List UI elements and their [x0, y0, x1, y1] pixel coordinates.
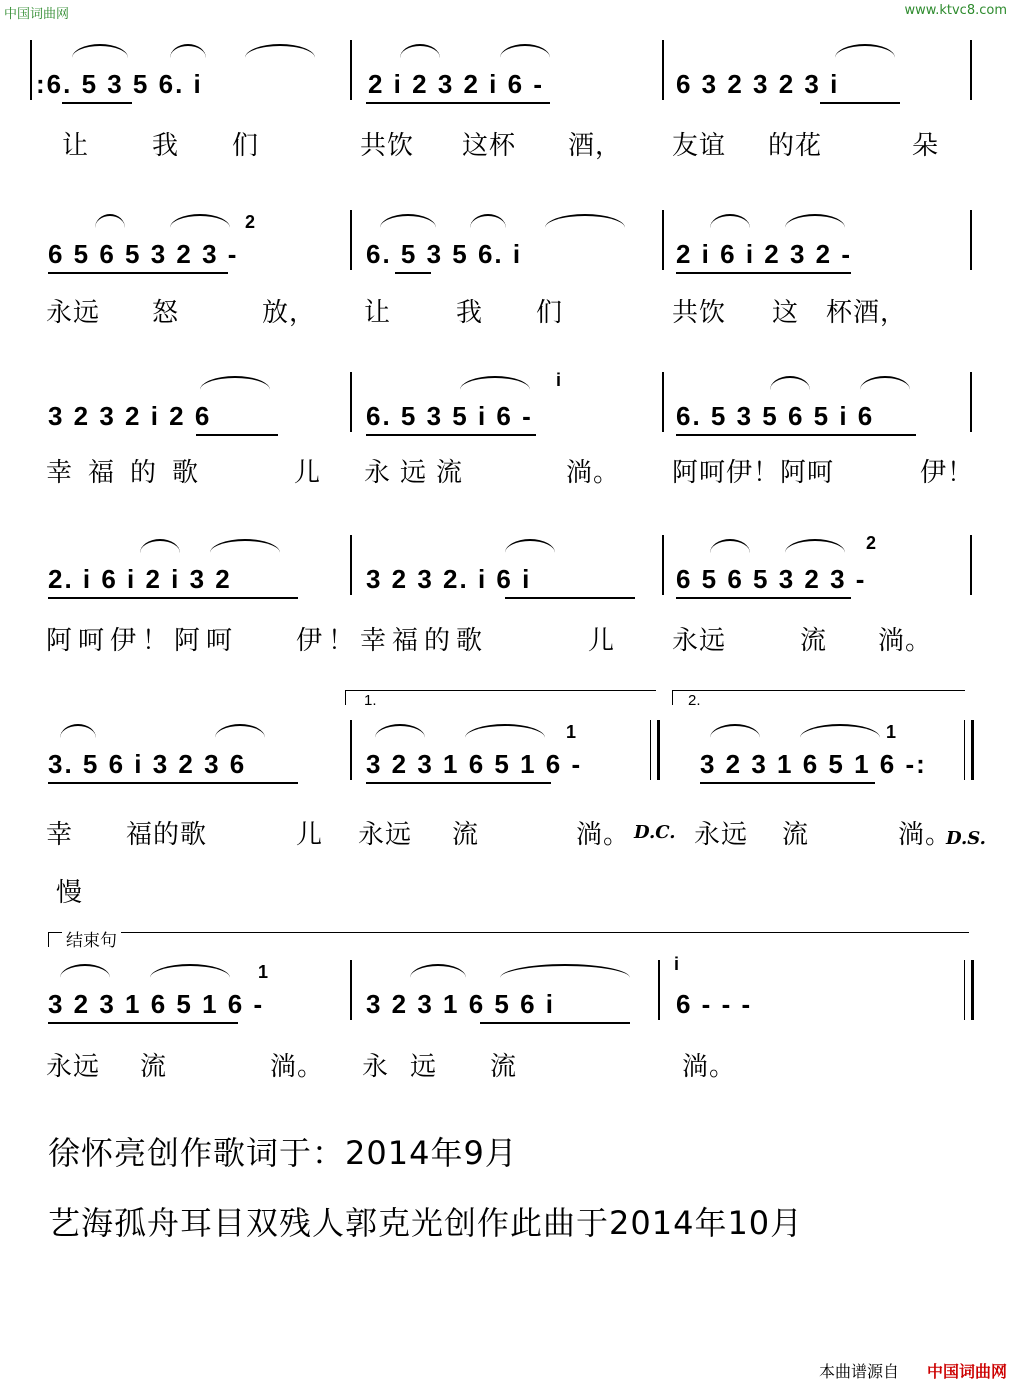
measure: 6 5 6 5 3 2 3 -: [676, 564, 867, 594]
lyric: 放，: [262, 298, 317, 328]
lyric: 淌。: [576, 820, 631, 850]
lyric: 这杯: [462, 131, 517, 161]
lyric: 儿: [296, 820, 324, 850]
dc-mark: D.C.: [634, 822, 676, 843]
lyric: 儿: [588, 626, 616, 656]
lyric: 流: [490, 1052, 518, 1082]
lyric: 淌。: [682, 1052, 737, 1082]
lyric: 们: [232, 131, 260, 161]
lyric: 我: [152, 131, 180, 161]
measure: 6 - - -: [676, 989, 753, 1019]
lyric: 永远: [672, 626, 727, 656]
grace-note: i: [556, 370, 562, 390]
measure: 3 2 3 2 i 2 6: [48, 401, 212, 431]
grace-note: 1: [566, 722, 577, 742]
lyric: 的花: [768, 131, 823, 161]
footer-site-link[interactable]: 中国词曲网: [926, 1362, 1007, 1381]
grace-note: 2: [245, 212, 256, 232]
measure: 3 2 3 1 6 5 1 6 -: [366, 749, 583, 779]
lyric: 永远: [46, 298, 101, 328]
lyric: 永: [362, 1052, 390, 1082]
lyric: 流: [140, 1052, 168, 1082]
lyric: 让: [364, 298, 392, 328]
measure: 6 5 6 5 3 2 3 -: [48, 239, 239, 269]
lyric: 们: [536, 298, 564, 328]
lyric: 永远: [694, 820, 749, 850]
lyric: 淌。: [898, 820, 953, 850]
grace-note: i: [674, 954, 680, 974]
footer-source-label: 本曲谱源自: [818, 1362, 899, 1381]
tempo-marking: 慢: [56, 878, 83, 908]
ending-2: 2.: [688, 692, 701, 709]
lyric: 让: [62, 131, 90, 161]
ds-mark: D.S.: [946, 828, 986, 849]
lyric: 友谊: [672, 131, 727, 161]
lyric: 共饮: [672, 298, 727, 328]
lyric: 伊！幸福的歌: [296, 626, 489, 656]
composer-credit: 艺海孤舟耳目双残人郭克光创作此曲于2014年10月: [48, 1204, 804, 1242]
coda-label: 结束句: [62, 926, 121, 951]
lyric: 永远: [358, 820, 413, 850]
measure: :6. 5 3 5 6. i: [36, 69, 203, 99]
measure: 6. 5 3 5 6 5 i 6: [676, 401, 875, 431]
measure: 2 i 6 i 2 3 2 -: [676, 239, 852, 269]
lyric: 阿呵伊！阿呵: [46, 626, 239, 656]
lyric: 福的歌: [126, 820, 208, 850]
lyric: 淌。: [878, 626, 933, 656]
lyric: 流: [782, 820, 810, 850]
ending-1: 1.: [364, 692, 377, 709]
lyric: 流: [452, 820, 480, 850]
measure: 2 i 2 3 2 i 6 -: [368, 69, 544, 99]
lyric: 我: [456, 298, 484, 328]
lyric: 淌。: [270, 1052, 325, 1082]
lyricist-credit: 徐怀亮创作歌词于：2014年9月: [48, 1134, 518, 1172]
measure: 3 2 3 1 6 5 1 6 -: [48, 989, 265, 1019]
lyric: 远: [410, 1052, 438, 1082]
lyric: 杯酒，: [826, 298, 908, 328]
lyric: 这: [772, 298, 800, 328]
lyric: 淌。: [566, 458, 621, 488]
measure: 6. 5 3 5 6. i: [366, 239, 523, 269]
lyric: 儿: [294, 458, 322, 488]
lyric: 流: [800, 626, 828, 656]
lyric: 酒，: [568, 131, 623, 161]
lyric: 伊！: [920, 458, 975, 488]
watermark-left: 中国词曲网: [4, 7, 70, 22]
lyric: 幸: [46, 820, 74, 850]
measure: 6. 5 3 5 i 6 -: [366, 401, 533, 431]
lyric: 朵: [912, 131, 940, 161]
measure: 3. 5 6 i 3 2 3 6: [48, 749, 247, 779]
grace-note: 2: [866, 533, 877, 553]
lyric: 幸福的歌: [46, 458, 215, 488]
measure: 3 2 3 1 6 5 1 6 -:: [700, 749, 927, 779]
lyric: 永远: [46, 1052, 101, 1082]
grace-note: 1: [258, 962, 269, 982]
grace-note: 1: [886, 722, 897, 742]
lyric: 阿呵伊！阿呵: [672, 458, 835, 488]
measure: 6 3 2 3 2 3 i: [676, 69, 840, 99]
measure: 3 2 3 1 6 5 6 i: [366, 989, 556, 1019]
watermark-right: www.ktvc8.com: [904, 3, 1007, 18]
measure: 3 2 3 2. i 6 i: [366, 564, 532, 594]
measure: 2. i 6 i 2 i 3 2: [48, 564, 232, 594]
lyric: 永远流: [364, 458, 473, 488]
lyric: 共饮: [360, 131, 415, 161]
lyric: 怒: [152, 298, 180, 328]
